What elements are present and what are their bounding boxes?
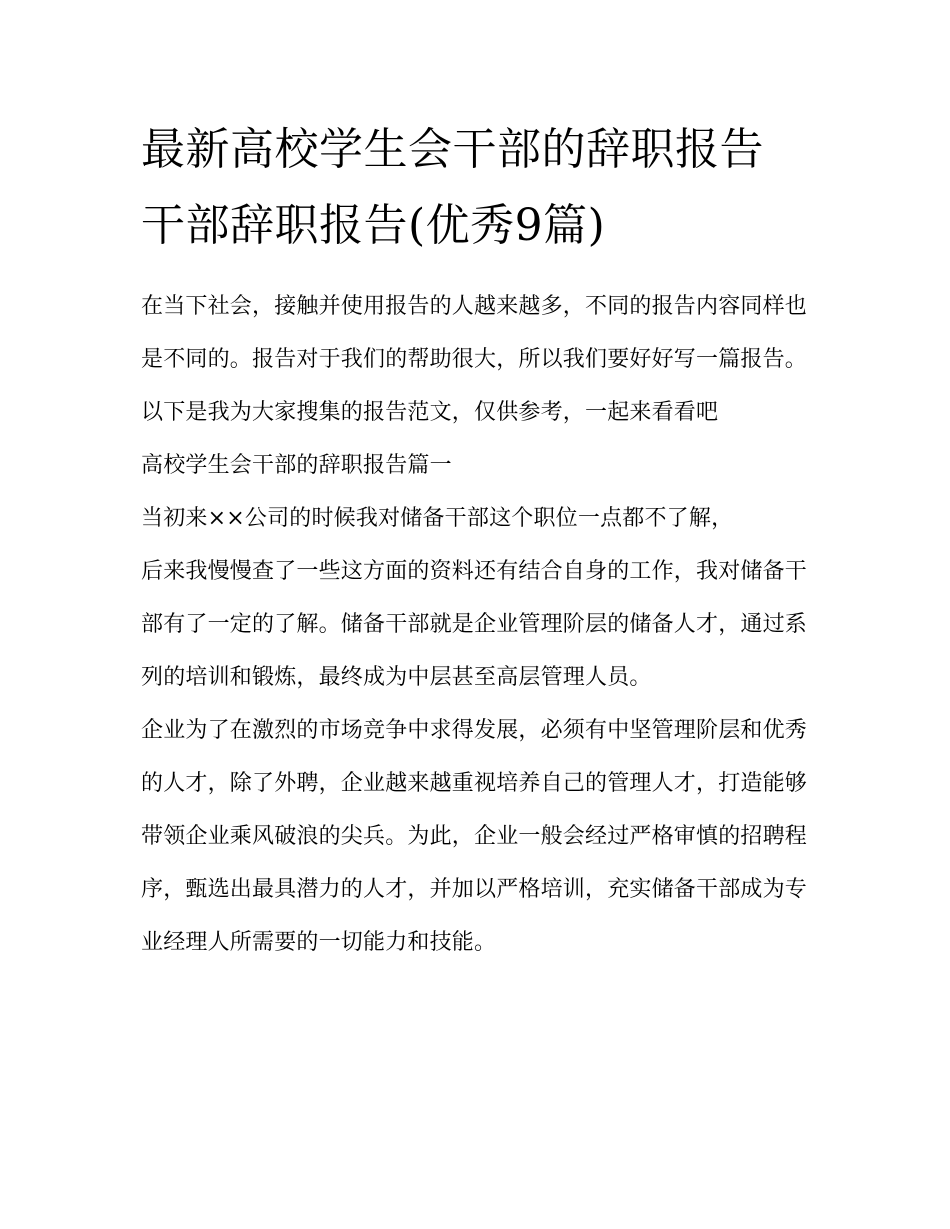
document-body <box>141 280 816 969</box>
body-paragraph-2: 后来我慢慢查了一些这方面的资料还有结合自身的工作，我对储备干部有了一定的了解。储备干部就是企业管理阶层的储备人才，通过系列的培训和锻炼，最终成为中层甚至高层管理人员。 <box>141 559 808 690</box>
intro-paragraph: 在当下社会，接触并使用报告的人越来越多，不同的报告内容同样也是不同的。报告对于我们的帮助很大，所以我们要好好写一篇报告。以下是我为大家搜集的报告范文，仅供参考，一起来看看吧 <box>141 294 808 425</box>
section-heading: 高校学生会干部的辞职报告篇一 <box>141 453 452 478</box>
body-paragraph-1: 当初来××公司的时候我对储备干部这个职位一点都不了解， <box>141 506 734 531</box>
body-paragraph-3: 企业为了在激烈的市场竞争中求得发展，必须有中坚管理阶层和优秀的人才，除了外聘，企业越来越重视培养自己的管理人才，打造能够带领企业乘风破浪的尖兵。为此，企业一般会经过严格审慎的招聘程序，甄选出最具潜力的人才，并加以严格培训，充实储备干部成为专业经理人所需要的一切能力和技能。 <box>141 718 808 955</box>
document-title: 最新高校学生会干部的辞职报告 干部辞职报告(优秀9篇) <box>141 124 764 251</box>
